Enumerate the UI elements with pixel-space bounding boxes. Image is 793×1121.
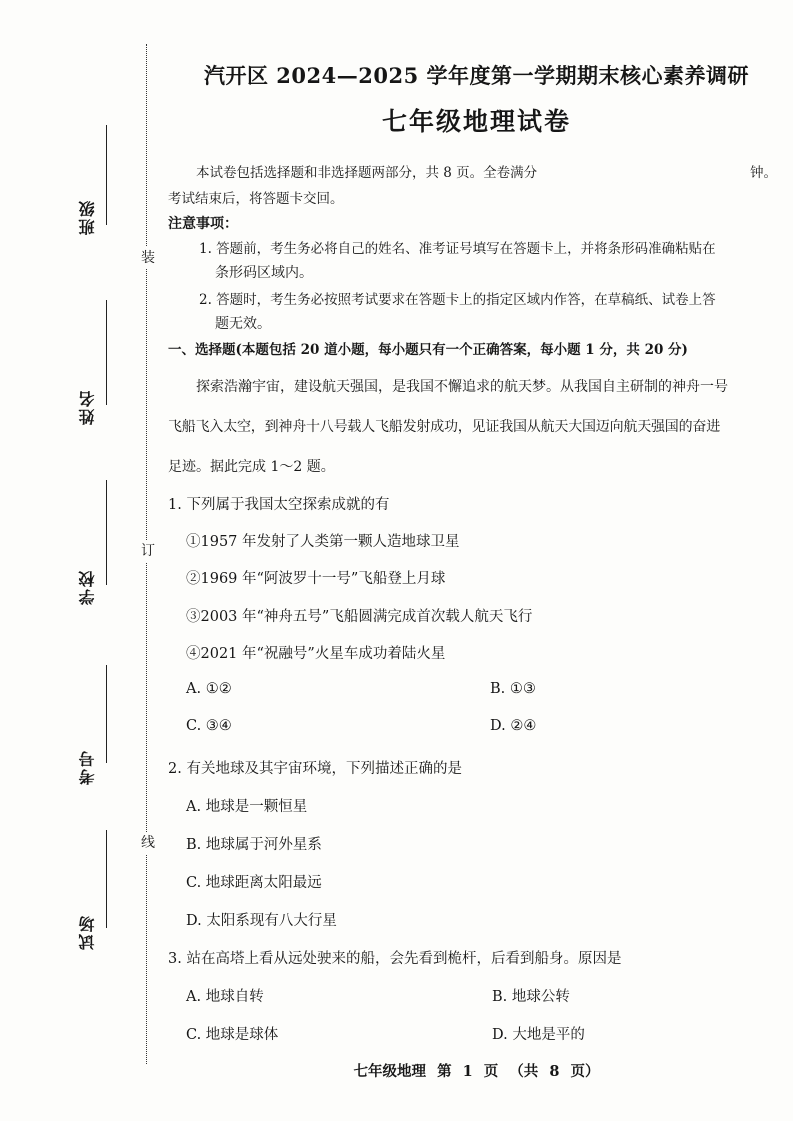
q1-option-d[interactable]: D. ②④: [490, 718, 537, 734]
intro-line-2: 考试结束后，将答题卡交回。: [168, 191, 344, 207]
q3-option-b[interactable]: B. 地球公转: [492, 989, 570, 1005]
binding-mark-zhuang: 装: [137, 247, 159, 269]
intro-line-1: 本试卷包括选择题和非选择题两部分，共 8 页。全卷满分: [196, 165, 538, 181]
school-label: 学校: [78, 569, 97, 605]
exam-room-label: 试场: [78, 914, 97, 950]
passage-line-3: 足迹。据此完成 1～2 题。: [168, 459, 335, 475]
q2-option-a[interactable]: A. 地球是一颗恒星: [186, 799, 308, 815]
exam-title: 汽开区 2024—2025 学年度第一学期期末核心素养调研: [203, 63, 749, 88]
exam-subtitle: 七年级地理试卷: [381, 107, 571, 136]
intro-line-1-tail: 钟。: [750, 165, 777, 181]
school-field[interactable]: [62, 480, 112, 605]
q1-stem: 1. 下列属于我国太空探索成就的有: [168, 497, 390, 513]
note-2-line-2: 题无效。: [215, 316, 271, 332]
q1-option-b[interactable]: B. ①③: [490, 681, 536, 697]
q1-statement-3: ③2003 年“神舟五号”飞船圆满完成首次载人航天飞行: [186, 609, 533, 625]
q1-option-a[interactable]: A. ①②: [186, 681, 232, 697]
class-label: 班级: [78, 199, 97, 235]
exam-room-field-line: [106, 830, 107, 928]
exam-number-field-line: [106, 665, 107, 763]
notes-heading: 注意事项：: [168, 216, 238, 232]
exam-number-label: 考号: [78, 749, 97, 785]
note-1-line-2: 条形码区域内。: [215, 265, 313, 281]
q1-statement-1: ①1957 年发射了人类第一颗人造地球卫星: [186, 534, 460, 550]
q3-option-d[interactable]: D. 大地是平的: [492, 1027, 585, 1043]
q1-option-c[interactable]: C. ③④: [186, 718, 232, 734]
passage-line-2: 飞船飞入太空，到神舟十八号载人飞船发射成功，见证我国从航天大国迈向航天强国的奋进: [168, 419, 720, 435]
q1-statement-4: ④2021 年“祝融号”火星车成功着陆火星: [186, 646, 446, 662]
q2-option-d[interactable]: D. 太阳系现有八大行星: [186, 913, 337, 929]
name-label: 姓名: [78, 389, 97, 425]
binding-mark-ding: 订: [137, 540, 159, 562]
note-1-line-1: 1. 答题前，考生务必将自己的姓名、准考证号填写在答题卡上，并将条形码准确粘贴在: [199, 241, 716, 257]
exam-room-field[interactable]: [62, 830, 112, 950]
q3-stem: 3. 站在高塔上看从远处驶来的船，会先看到桅杆，后看到船身。原因是: [168, 951, 622, 967]
binding-mark-xian: 线: [137, 832, 159, 854]
note-2-line-1: 2. 答题时，考生务必按照考试要求在答题卡上的指定区域内作答，在草稿纸、试卷上答: [199, 292, 716, 308]
name-field-line: [106, 300, 107, 405]
q2-stem: 2. 有关地球及其宇宙环境，下列描述正确的是: [168, 761, 462, 777]
name-field[interactable]: [62, 300, 112, 425]
class-field-line: [106, 125, 107, 225]
page-footer: 七年级地理 第 1 页 （共 8 页）: [353, 1063, 600, 1080]
q2-option-b[interactable]: B. 地球属于河外星系: [186, 837, 322, 853]
exam-number-field[interactable]: [62, 665, 112, 785]
q3-option-c[interactable]: C. 地球是球体: [186, 1027, 279, 1043]
q3-option-a[interactable]: A. 地球自转: [186, 989, 264, 1005]
section-1-heading: 一、选择题(本题包括 20 道小题，每小题只有一个正确答案，每小题 1 分，共 20 分): [168, 342, 688, 358]
passage-line-1: 探索浩瀚宇宙，建设航天强国，是我国不懈追求的航天梦。从我国自主研制的神舟一号: [196, 379, 728, 395]
school-field-line: [106, 480, 107, 585]
q2-option-c[interactable]: C. 地球距离太阳最远: [186, 875, 322, 891]
q1-statement-2: ②1969 年“阿波罗十一号”飞船登上月球: [186, 571, 446, 587]
class-field[interactable]: [62, 125, 112, 235]
